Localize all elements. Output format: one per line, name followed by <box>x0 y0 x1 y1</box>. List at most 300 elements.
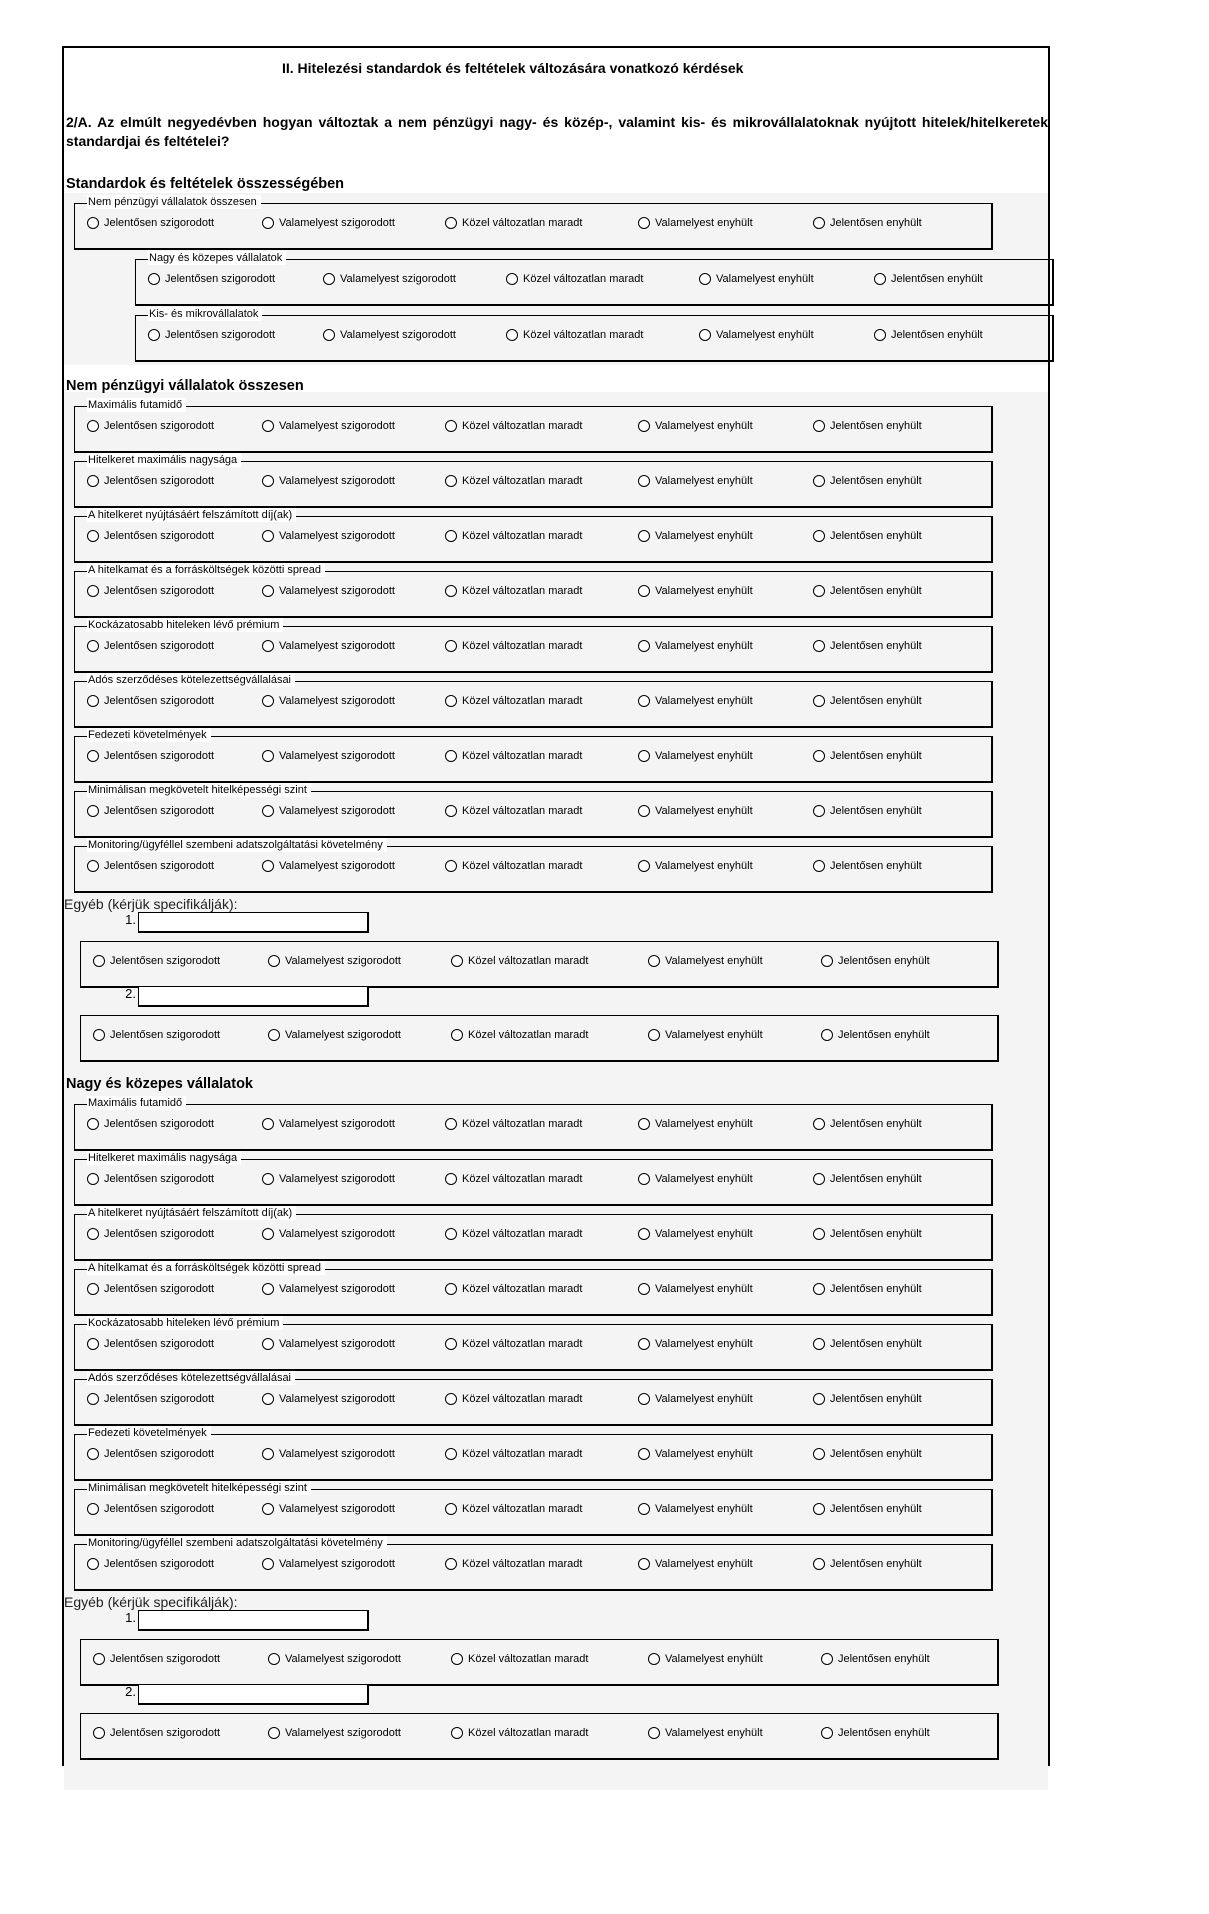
radio-option[interactable] <box>638 1172 753 1186</box>
radio-circle-icon[interactable] <box>813 1393 825 1405</box>
group-legend: Nem pénzügyi vállalatok összesen <box>87 195 261 209</box>
radio-option[interactable] <box>323 272 456 286</box>
radio-circle-icon[interactable] <box>638 1283 650 1295</box>
radio-option[interactable] <box>813 694 922 708</box>
radio-circle-icon[interactable] <box>445 585 457 597</box>
radio-option[interactable] <box>821 1028 930 1042</box>
radio-option[interactable] <box>813 639 922 653</box>
radio-option[interactable] <box>262 584 395 598</box>
radio-option[interactable] <box>445 1557 582 1571</box>
radio-option[interactable] <box>262 1282 395 1296</box>
radio-circle-icon[interactable] <box>821 955 833 967</box>
radio-option[interactable] <box>445 529 582 543</box>
radio-option[interactable] <box>874 328 983 342</box>
radio-option[interactable] <box>638 694 753 708</box>
radio-option[interactable] <box>262 1172 395 1186</box>
radio-option[interactable] <box>451 1652 588 1666</box>
radio-circle-icon[interactable] <box>638 640 650 652</box>
radio-circle-icon[interactable] <box>445 1228 457 1240</box>
radio-circle-icon[interactable] <box>262 1448 274 1460</box>
radio-label: Jelentősen enyhült <box>830 1118 922 1130</box>
radio-option[interactable] <box>638 639 753 653</box>
radio-label: Valamelyest enyhült <box>655 1173 753 1185</box>
radio-circle-icon[interactable] <box>813 695 825 707</box>
other-specify-input[interactable] <box>138 1684 369 1705</box>
radio-circle-icon[interactable] <box>813 860 825 872</box>
radio-circle-icon[interactable] <box>638 420 650 432</box>
radio-label: Valamelyest szigorodott <box>279 1283 395 1295</box>
radio-option[interactable] <box>813 474 922 488</box>
radio-label: Jelentősen enyhült <box>891 329 983 341</box>
radio-label: Valamelyest szigorodott <box>279 1118 395 1130</box>
option-group <box>74 784 993 838</box>
radio-circle-icon[interactable] <box>87 1503 99 1515</box>
radio-circle-icon[interactable] <box>93 1653 105 1665</box>
radio-option[interactable] <box>262 1502 395 1516</box>
radio-option[interactable] <box>638 1337 753 1351</box>
radio-option[interactable] <box>648 1726 763 1740</box>
radio-label: Valamelyest enyhült <box>655 1228 753 1240</box>
radio-circle-icon[interactable] <box>262 475 274 487</box>
radio-option[interactable] <box>638 1282 753 1296</box>
radio-circle-icon[interactable] <box>262 530 274 542</box>
radio-circle-icon[interactable] <box>813 750 825 762</box>
radio-option[interactable] <box>451 1028 588 1042</box>
radio-label: Valamelyest enyhült <box>655 217 753 229</box>
radio-circle-icon[interactable] <box>262 217 274 229</box>
radio-option[interactable] <box>445 694 582 708</box>
radio-circle-icon[interactable] <box>638 1503 650 1515</box>
radio-circle-icon[interactable] <box>445 695 457 707</box>
radio-label: Valamelyest enyhült <box>655 475 753 487</box>
radio-option[interactable] <box>445 474 582 488</box>
radio-label: Jelentősen szigorodott <box>165 329 276 341</box>
radio-option[interactable] <box>445 1172 582 1186</box>
radio-circle-icon[interactable] <box>813 217 825 229</box>
radio-option[interactable] <box>638 749 753 763</box>
radio-circle-icon[interactable] <box>87 1338 99 1350</box>
radio-option[interactable] <box>699 272 814 286</box>
radio-option[interactable] <box>638 216 753 230</box>
radio-circle-icon[interactable] <box>813 585 825 597</box>
radio-option[interactable] <box>638 529 753 543</box>
radio-option[interactable] <box>445 1282 582 1296</box>
radio-circle-icon[interactable] <box>638 1173 650 1185</box>
radio-option[interactable] <box>821 954 930 968</box>
radio-option[interactable] <box>445 1337 582 1351</box>
radio-option[interactable] <box>638 1557 753 1571</box>
radio-option[interactable] <box>268 954 401 968</box>
radio-circle-icon[interactable] <box>87 695 99 707</box>
radio-circle-icon[interactable] <box>87 805 99 817</box>
radio-option[interactable] <box>323 328 456 342</box>
radio-option[interactable] <box>813 1227 922 1241</box>
radio-option[interactable] <box>262 1117 395 1131</box>
option-group <box>74 1152 993 1206</box>
radio-option[interactable] <box>638 584 753 598</box>
radio-option[interactable] <box>813 1557 922 1571</box>
radio-circle-icon[interactable] <box>445 640 457 652</box>
radio-label: Jelentősen enyhült <box>830 1393 922 1405</box>
radio-option[interactable] <box>451 954 588 968</box>
radio-option[interactable] <box>87 1502 214 1516</box>
radio-circle-icon[interactable] <box>813 1228 825 1240</box>
radio-option[interactable] <box>262 1392 395 1406</box>
radio-circle-icon[interactable] <box>87 1283 99 1295</box>
radio-circle-icon[interactable] <box>813 1448 825 1460</box>
radio-option[interactable] <box>821 1652 930 1666</box>
radio-circle-icon[interactable] <box>813 530 825 542</box>
radio-option[interactable] <box>87 419 214 433</box>
radio-label: Jelentősen szigorodott <box>104 1503 215 1515</box>
radio-circle-icon[interactable] <box>87 640 99 652</box>
other-specify-input[interactable] <box>138 1610 369 1631</box>
radio-option[interactable] <box>821 1726 930 1740</box>
radio-label: Valamelyest szigorodott <box>340 273 456 285</box>
radio-option[interactable] <box>638 1392 753 1406</box>
radio-circle-icon[interactable] <box>323 273 335 285</box>
radio-option[interactable] <box>813 529 922 543</box>
radio-circle-icon[interactable] <box>93 1727 105 1739</box>
radio-option[interactable] <box>445 216 582 230</box>
radio-option[interactable] <box>813 584 922 598</box>
radio-circle-icon[interactable] <box>638 860 650 872</box>
radio-option[interactable] <box>699 328 814 342</box>
radio-option[interactable] <box>268 1726 401 1740</box>
radio-label: Valamelyest szigorodott <box>279 1173 395 1185</box>
radio-option[interactable] <box>87 474 214 488</box>
radio-option[interactable] <box>648 1028 763 1042</box>
radio-option[interactable] <box>451 1726 588 1740</box>
radio-option[interactable] <box>813 804 922 818</box>
radio-option[interactable] <box>87 1117 214 1131</box>
radio-circle-icon[interactable] <box>813 1283 825 1295</box>
radio-circle-icon[interactable] <box>87 420 99 432</box>
radio-circle-icon[interactable] <box>638 1448 650 1460</box>
radio-option[interactable] <box>87 1337 214 1351</box>
radio-option[interactable] <box>638 859 753 873</box>
radio-circle-icon[interactable] <box>87 860 99 872</box>
radio-circle-icon[interactable] <box>87 1558 99 1570</box>
radio-circle-icon[interactable] <box>262 640 274 652</box>
radio-option[interactable] <box>445 1502 582 1516</box>
radio-option[interactable] <box>813 1447 922 1461</box>
radio-circle-icon[interactable] <box>648 1727 660 1739</box>
radio-option[interactable] <box>638 804 753 818</box>
radio-circle-icon[interactable] <box>445 860 457 872</box>
radio-circle-icon[interactable] <box>821 1727 833 1739</box>
radio-circle-icon[interactable] <box>262 695 274 707</box>
radio-option[interactable] <box>93 1652 220 1666</box>
radio-option[interactable] <box>268 1028 401 1042</box>
radio-circle-icon[interactable] <box>262 585 274 597</box>
radio-circle-icon[interactable] <box>638 530 650 542</box>
radio-circle-icon[interactable] <box>262 420 274 432</box>
radio-circle-icon[interactable] <box>262 1338 274 1350</box>
radio-circle-icon[interactable] <box>445 1448 457 1460</box>
radio-option[interactable] <box>268 1652 401 1666</box>
radio-option[interactable] <box>262 1447 395 1461</box>
radio-circle-icon[interactable] <box>445 1558 457 1570</box>
radio-circle-icon[interactable] <box>445 475 457 487</box>
radio-label: Valamelyest szigorodott <box>285 1029 401 1041</box>
radio-circle-icon[interactable] <box>93 1029 105 1041</box>
other-item-number: 1. <box>125 1610 136 1625</box>
radio-circle-icon[interactable] <box>445 750 457 762</box>
radio-option[interactable] <box>813 1392 922 1406</box>
radio-option[interactable] <box>813 216 922 230</box>
radio-label: Jelentősen enyhült <box>830 750 922 762</box>
radio-circle-icon[interactable] <box>87 217 99 229</box>
radio-circle-icon[interactable] <box>445 1393 457 1405</box>
radio-option[interactable] <box>93 1028 220 1042</box>
radio-option[interactable] <box>813 1502 922 1516</box>
radio-circle-icon[interactable] <box>699 273 711 285</box>
radio-option[interactable] <box>874 272 983 286</box>
radio-label: Valamelyest enyhült <box>655 1448 753 1460</box>
radio-label: Jelentősen szigorodott <box>104 1228 215 1240</box>
radio-circle-icon[interactable] <box>87 1173 99 1185</box>
radio-circle-icon[interactable] <box>262 860 274 872</box>
radio-circle-icon[interactable] <box>638 695 650 707</box>
radio-option[interactable] <box>813 419 922 433</box>
radio-option[interactable] <box>445 749 582 763</box>
radio-circle-icon[interactable] <box>87 1448 99 1460</box>
radio-option[interactable] <box>262 1557 395 1571</box>
other-item-number: 1. <box>125 912 136 927</box>
radio-option[interactable] <box>445 1117 582 1131</box>
radio-option[interactable] <box>87 1282 214 1296</box>
radio-option[interactable] <box>638 1447 753 1461</box>
radio-option[interactable] <box>445 1392 582 1406</box>
radio-circle-icon[interactable] <box>445 1338 457 1350</box>
radio-circle-icon[interactable] <box>262 1393 274 1405</box>
radio-circle-icon[interactable] <box>638 1338 650 1350</box>
radio-circle-icon[interactable] <box>506 273 518 285</box>
radio-circle-icon[interactable] <box>262 1283 274 1295</box>
radio-circle-icon[interactable] <box>87 530 99 542</box>
radio-label: Közel változatlan maradt <box>462 1448 583 1460</box>
radio-option[interactable] <box>445 639 582 653</box>
radio-circle-icon[interactable] <box>451 955 463 967</box>
radio-label: Jelentősen enyhült <box>830 1558 922 1570</box>
radio-circle-icon[interactable] <box>451 1029 463 1041</box>
radio-option[interactable] <box>262 694 395 708</box>
radio-circle-icon[interactable] <box>506 329 518 341</box>
radio-circle-icon[interactable] <box>699 329 711 341</box>
radio-option[interactable] <box>648 1652 763 1666</box>
radio-circle-icon[interactable] <box>445 530 457 542</box>
radio-circle-icon[interactable] <box>87 750 99 762</box>
radio-option[interactable] <box>87 859 214 873</box>
radio-circle-icon[interactable] <box>445 420 457 432</box>
radio-circle-icon[interactable] <box>648 1653 660 1665</box>
radio-circle-icon[interactable] <box>813 1173 825 1185</box>
radio-option[interactable] <box>262 419 395 433</box>
radio-option[interactable] <box>445 1227 582 1241</box>
radio-option[interactable] <box>87 216 214 230</box>
radio-option[interactable] <box>148 272 275 286</box>
radio-circle-icon[interactable] <box>638 750 650 762</box>
radio-circle-icon[interactable] <box>813 1338 825 1350</box>
radio-option[interactable] <box>445 419 582 433</box>
radio-option[interactable] <box>87 1557 214 1571</box>
radio-circle-icon[interactable] <box>813 1118 825 1130</box>
radio-option[interactable] <box>262 1337 395 1351</box>
radio-circle-icon[interactable] <box>648 1029 660 1041</box>
radio-circle-icon[interactable] <box>87 1118 99 1130</box>
radio-circle-icon[interactable] <box>268 1653 280 1665</box>
radio-circle-icon[interactable] <box>821 1653 833 1665</box>
radio-option[interactable] <box>813 1282 922 1296</box>
radio-circle-icon[interactable] <box>813 805 825 817</box>
radio-circle-icon[interactable] <box>813 1558 825 1570</box>
radio-option[interactable] <box>445 804 582 818</box>
option-group <box>80 1015 999 1062</box>
radio-circle-icon[interactable] <box>638 1118 650 1130</box>
section-heading: Nem pénzügyi vállalatok összesen <box>66 378 304 394</box>
radio-circle-icon[interactable] <box>638 805 650 817</box>
radio-circle-icon[interactable] <box>262 750 274 762</box>
radio-option[interactable] <box>445 859 582 873</box>
radio-circle-icon[interactable] <box>813 1503 825 1515</box>
radio-option[interactable] <box>87 1227 214 1241</box>
radio-option[interactable] <box>638 1227 753 1241</box>
radio-circle-icon[interactable] <box>262 1118 274 1130</box>
radio-label: Jelentősen szigorodott <box>104 805 215 817</box>
radio-circle-icon[interactable] <box>638 585 650 597</box>
radio-circle-icon[interactable] <box>262 1558 274 1570</box>
radio-circle-icon[interactable] <box>445 217 457 229</box>
radio-circle-icon[interactable] <box>813 475 825 487</box>
radio-option[interactable] <box>87 1392 214 1406</box>
radio-option[interactable] <box>813 1172 922 1186</box>
radio-circle-icon[interactable] <box>262 1228 274 1240</box>
radio-option[interactable] <box>87 694 214 708</box>
radio-option[interactable] <box>262 859 395 873</box>
radio-option[interactable] <box>87 584 214 598</box>
radio-circle-icon[interactable] <box>87 585 99 597</box>
radio-label: Valamelyest enyhült <box>655 750 753 762</box>
radio-option[interactable] <box>445 584 582 598</box>
radio-label: Közel változatlan maradt <box>468 1029 589 1041</box>
radio-option[interactable] <box>506 328 643 342</box>
radio-label: Jelentősen szigorodott <box>104 1118 215 1130</box>
radio-circle-icon[interactable] <box>268 1029 280 1041</box>
group-legend: A hitelkeret nyújtásáért felszámított díj(ak) <box>87 1206 296 1220</box>
radio-circle-icon[interactable] <box>638 217 650 229</box>
radio-option[interactable] <box>262 1227 395 1241</box>
radio-circle-icon[interactable] <box>262 805 274 817</box>
radio-circle-icon[interactable] <box>813 640 825 652</box>
radio-label: Közel változatlan maradt <box>462 750 583 762</box>
radio-option[interactable] <box>148 328 275 342</box>
radio-circle-icon[interactable] <box>445 805 457 817</box>
radio-label: Jelentősen szigorodott <box>104 475 215 487</box>
option-group <box>74 1537 993 1591</box>
radio-label: Jelentősen enyhült <box>830 1503 922 1515</box>
radio-option[interactable] <box>638 1502 753 1516</box>
radio-circle-icon[interactable] <box>874 273 886 285</box>
radio-circle-icon[interactable] <box>148 329 160 341</box>
radio-circle-icon[interactable] <box>445 1503 457 1515</box>
radio-circle-icon[interactable] <box>638 1558 650 1570</box>
radio-circle-icon[interactable] <box>445 1173 457 1185</box>
radio-circle-icon[interactable] <box>821 1029 833 1041</box>
radio-label: Közel változatlan maradt <box>462 1283 583 1295</box>
radio-option[interactable] <box>813 1117 922 1131</box>
radio-label: Jelentősen enyhült <box>838 1727 930 1739</box>
other-specify-input[interactable] <box>138 912 369 933</box>
radio-label: Közel változatlan maradt <box>462 1393 583 1405</box>
radio-label: Jelentősen szigorodott <box>104 1173 215 1185</box>
radio-option[interactable] <box>638 419 753 433</box>
radio-option[interactable] <box>638 1117 753 1131</box>
radio-option[interactable] <box>93 1726 220 1740</box>
radio-circle-icon[interactable] <box>268 955 280 967</box>
radio-option[interactable] <box>506 272 643 286</box>
group-legend: A hitelkeret nyújtásáért felszámított díj(ak) <box>87 508 296 522</box>
radio-label: Valamelyest enyhült <box>655 1283 753 1295</box>
radio-option[interactable] <box>445 1447 582 1461</box>
radio-label: Jelentősen szigorodott <box>104 530 215 542</box>
radio-label: Valamelyest enyhült <box>655 585 753 597</box>
radio-circle-icon[interactable] <box>87 1393 99 1405</box>
radio-option[interactable] <box>813 859 922 873</box>
radio-option[interactable] <box>87 749 214 763</box>
radio-option[interactable] <box>87 1447 214 1461</box>
radio-option[interactable] <box>813 1337 922 1351</box>
radio-circle-icon[interactable] <box>148 273 160 285</box>
radio-circle-icon[interactable] <box>451 1727 463 1739</box>
radio-option[interactable] <box>87 529 214 543</box>
radio-circle-icon[interactable] <box>874 329 886 341</box>
other-specify-input[interactable] <box>138 986 369 1007</box>
radio-label: Jelentősen enyhült <box>830 1448 922 1460</box>
radio-circle-icon[interactable] <box>445 1283 457 1295</box>
radio-option[interactable] <box>262 639 395 653</box>
radio-circle-icon[interactable] <box>262 1503 274 1515</box>
radio-option[interactable] <box>648 954 763 968</box>
radio-option[interactable] <box>262 529 395 543</box>
radio-label: Jelentősen enyhült <box>830 1228 922 1240</box>
radio-circle-icon[interactable] <box>638 475 650 487</box>
radio-circle-icon[interactable] <box>262 1173 274 1185</box>
radio-option[interactable] <box>262 474 395 488</box>
radio-circle-icon[interactable] <box>268 1727 280 1739</box>
radio-option[interactable] <box>87 639 214 653</box>
radio-circle-icon[interactable] <box>638 1228 650 1240</box>
radio-circle-icon[interactable] <box>648 955 660 967</box>
radio-circle-icon[interactable] <box>451 1653 463 1665</box>
radio-circle-icon[interactable] <box>323 329 335 341</box>
radio-circle-icon[interactable] <box>87 475 99 487</box>
radio-option[interactable] <box>638 474 753 488</box>
radio-circle-icon[interactable] <box>638 1393 650 1405</box>
radio-option[interactable] <box>262 804 395 818</box>
group-legend: Adós szerződéses kötelezettségvállalásai <box>87 1371 295 1385</box>
radio-circle-icon[interactable] <box>93 955 105 967</box>
radio-option[interactable] <box>813 749 922 763</box>
radio-circle-icon[interactable] <box>87 1228 99 1240</box>
radio-circle-icon[interactable] <box>445 1118 457 1130</box>
radio-option[interactable] <box>93 954 220 968</box>
radio-circle-icon[interactable] <box>813 420 825 432</box>
radio-option[interactable] <box>262 749 395 763</box>
radio-option[interactable] <box>87 1172 214 1186</box>
radio-option[interactable] <box>87 804 214 818</box>
radio-option[interactable] <box>262 216 395 230</box>
